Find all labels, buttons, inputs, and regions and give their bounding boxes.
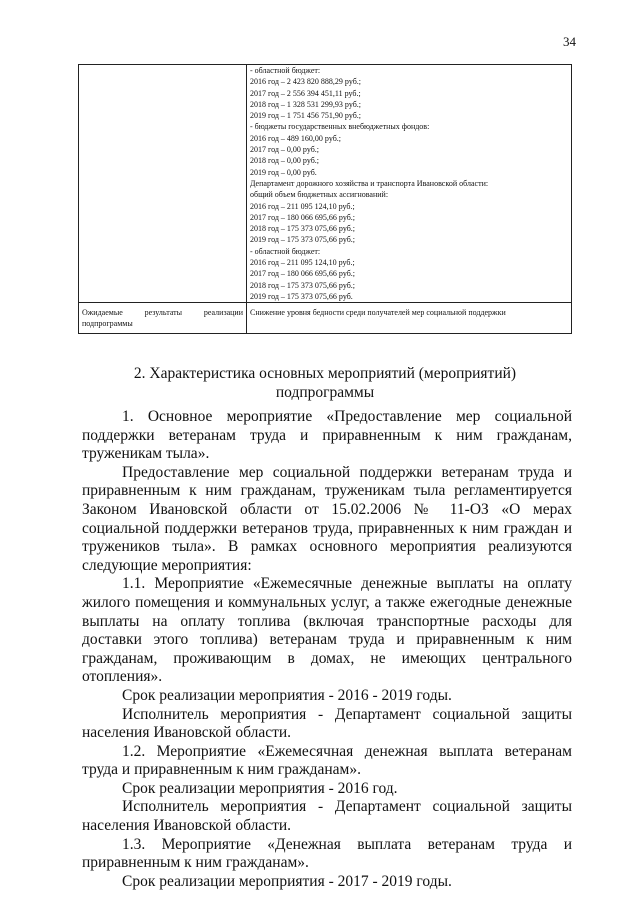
section-title-line: подпрограммы [275, 384, 375, 401]
funding-line: 2017 год – 180 066 695,66 руб.; [250, 269, 356, 279]
funding-line: - областной бюджет: [250, 246, 321, 256]
funding-line: 2016 год – 2 423 820 888,29 руб.; [250, 77, 362, 87]
funding-line: 2018 год – 175 373 075,66 руб.; [250, 280, 356, 290]
results-text: Снижение уровня бедности среди получателей мер социальной поддержки [247, 303, 572, 334]
results-label: Ожидаемые результаты реализации подпрограммы [79, 303, 247, 334]
paragraph: 1.1. Мероприятие «Ежемесячные денежные выплаты на оплату жилого помещения и коммунальных услуг, а также ежегодные денежные выплаты на оплату топлива (включая транспортные расходы для доставки этого топлива) ветеранам труда и приравненным к ним гражданам, проживающим в домах, не имеющих центрального отопления». [82, 575, 572, 686]
funding-line: 2018 год – 175 373 075,66 руб.; [250, 224, 356, 234]
funding-line: 2019 год – 1 751 456 751,90 руб.; [250, 111, 362, 121]
funding-line: 2019 год – 175 373 075,66 руб. [250, 291, 353, 301]
funding-line: Департамент дорожного хозяйства и транспорта Ивановской области: [250, 178, 489, 188]
paragraph: Срок реализации мероприятия - 2016 - 2019 годы. [122, 686, 452, 704]
paragraph: 1.3. Мероприятие «Денежная выплата ветеранам труда и приравненным к ним гражданам». [82, 835, 572, 872]
funding-line: 2016 год – 211 095 124,10 руб.; [250, 201, 355, 211]
paragraph: Предоставление мер социальной поддержки ветеранам труда и приравненным к ним гражданам, труженикам тыла регламентируется Законом Ивановской области от 15.02.2006 № 11-ОЗ «О мерах социальной поддержки ветеранов труда, приравненных к ним граждан и тружеников тыла». В рамках основного мероприятия реализуются следующие мероприятия: [82, 463, 572, 574]
funding-line: 2017 год – 2 556 394 451,11 руб.; [250, 88, 361, 98]
paragraph: 1.2. Мероприятие «Ежемесячная денежная выплата ветеранам труда и приравненным к ним гражданам». [82, 742, 572, 779]
section-title [78, 364, 572, 402]
funding-line: 2017 год – 0,00 руб.; [250, 145, 320, 155]
paragraph: Срок реализации мероприятия - 2017 - 2019 годы. [122, 872, 452, 890]
funding-line: 2018 год – 1 328 531 299,93 руб.; [250, 99, 362, 109]
funding-line: 2019 год – 175 373 075,66 руб.; [250, 235, 356, 245]
funding-line: 2019 год – 0,00 руб. [250, 167, 317, 177]
funding-line: 2018 год – 0,00 руб.; [250, 156, 320, 166]
section-title-line: 2. Характеристика основных мероприятий (мероприятий) [133, 365, 517, 382]
funding-label-cell [79, 65, 247, 303]
funding-line: 2016 год – 489 160,00 руб.; [250, 133, 342, 143]
funding-line: - областной бюджет: [250, 66, 321, 75]
body-text [82, 408, 572, 891]
funding-row [79, 65, 572, 303]
results-row [79, 303, 572, 334]
funding-lines-cell [247, 65, 572, 303]
paragraph: 1. Основное мероприятие «Предоставление мер социальной поддержки ветеранам труда и приравненным к ним гражданам, труженикам тыла». [82, 408, 572, 463]
funding-table [78, 64, 572, 334]
funding-line: - бюджеты государственных внебюджетных фондов: [250, 122, 430, 132]
paragraph: Исполнитель мероприятия - Департамент социальной защиты населения Ивановской области. [82, 705, 572, 742]
page-number: 34 [563, 34, 576, 49]
funding-line: 2017 год – 180 066 695,66 руб.; [250, 212, 356, 222]
funding-line: 2016 год – 211 095 124,10 руб.; [250, 258, 355, 268]
paragraph: Исполнитель мероприятия - Департамент социальной защиты населения Ивановской области. [82, 798, 572, 835]
paragraph: Срок реализации мероприятия - 2016 год. [122, 779, 398, 797]
funding-line: общий объем бюджетных ассигнований: [250, 190, 389, 200]
